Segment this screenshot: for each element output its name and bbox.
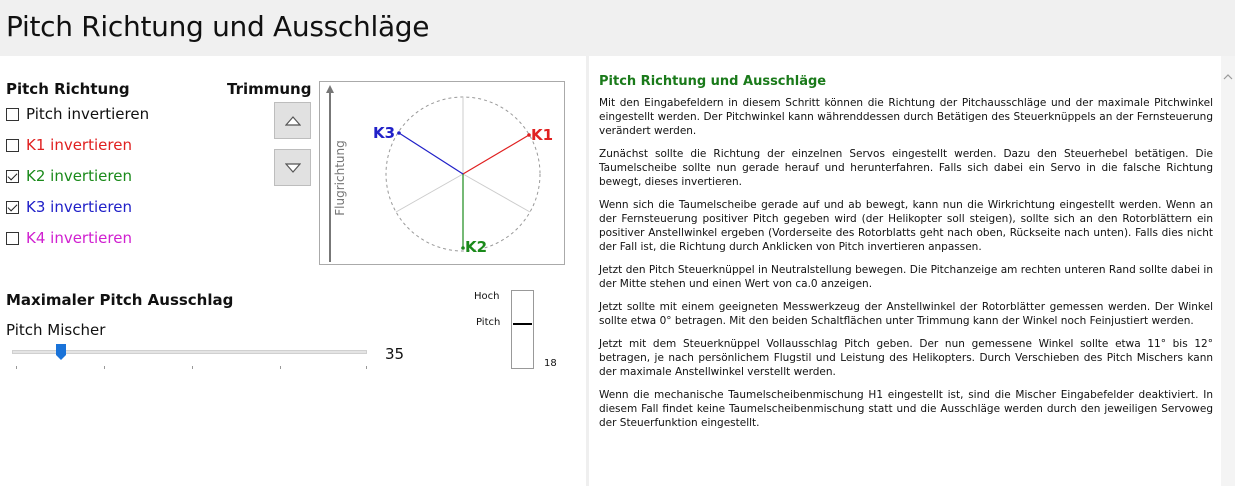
k3-line (399, 133, 463, 174)
slider-tick (280, 366, 281, 369)
swashplate-svg (320, 82, 564, 264)
help-panel (589, 56, 1221, 486)
slider-tick (16, 366, 17, 369)
help-paragraph: Zunächst sollte die Richtung der einzelnen Servos eingestellt werden. Dazu den Steuerhebel betätigen. Die Taumelscheibe sollte nun gerade herauf und herunterfahren. Falls sich dabei ein Servo in die falsche Richtung bewegt, dieses invertieren. (599, 148, 1213, 188)
checkbox-box[interactable] (6, 170, 19, 183)
help-paragraph: Jetzt mit dem Steuerknüppel Vollausschlag Pitch geben. Der nun gemessene Winkel sollte etwa 11° bis 12° betragen, je nach persönlichem Flugstil und Leistung des Helikopters. Durch Verschieben des Pitch Mischers kann der maximale Anstellwinkel verstellt werden. (599, 338, 1213, 378)
slider-tick (192, 366, 193, 369)
checkbox-box[interactable] (6, 139, 19, 152)
pitch-mixer-slider-thumb[interactable] (55, 343, 67, 361)
guide-line (463, 174, 530, 212)
pitch-direction-title: Pitch Richtung (6, 80, 130, 98)
gauge-value: 18 (544, 358, 557, 369)
k2-label: K2 (465, 238, 488, 256)
checkbox-k4-invert[interactable] (6, 229, 132, 247)
settings-panel (0, 56, 586, 486)
k1-line (463, 135, 529, 174)
triangle-up-icon (285, 116, 301, 126)
pitch-mixer-value: 35 (385, 345, 405, 363)
checkbox-label: K1 invertieren (26, 136, 132, 154)
gauge-pitch-label: Pitch (476, 317, 501, 328)
arrow-head-icon (326, 85, 334, 93)
gauge-top-label: Hoch (474, 291, 500, 302)
swashplate-diagram (319, 81, 565, 265)
checkbox-k2-invert[interactable] (6, 167, 132, 185)
flight-direction-label: Flugrichtung (333, 140, 347, 216)
help-title: Pitch Richtung und Ausschläge (599, 74, 827, 89)
checkbox-pitch-invert[interactable] (6, 105, 149, 123)
page-title: Pitch Richtung und Ausschläge (6, 10, 430, 43)
checkbox-box[interactable] (6, 108, 19, 121)
help-scrollbar[interactable] (1221, 56, 1235, 486)
scroll-up-icon[interactable] (1221, 70, 1235, 84)
help-paragraph: Jetzt den Pitch Steuerknüppel in Neutralstellung bewegen. Die Pitchanzeige am rechten unteren Rand sollte dabei in der Mitte stehen und einen Wert von ca.0 anzeigen. (599, 264, 1213, 290)
trim-title: Trimmung (227, 80, 312, 98)
checkbox-label: K2 invertieren (26, 167, 132, 185)
pitch-mixer-label: Pitch Mischer (6, 321, 106, 339)
header (0, 0, 1235, 56)
guide-line (396, 174, 463, 212)
checkbox-label: K3 invertieren (26, 198, 132, 216)
checkbox-label: Pitch invertieren (26, 105, 150, 123)
checkbox-box[interactable] (6, 201, 19, 214)
checkbox-k3-invert[interactable] (6, 198, 132, 216)
checkbox-k1-invert[interactable] (6, 136, 132, 154)
pitch-gauge-indicator (513, 323, 532, 325)
trim-down-button[interactable] (274, 149, 311, 186)
k3-point (397, 131, 401, 135)
help-paragraph: Jetzt sollte mit einem geeigneten Messwerkzeug der Anstellwinkel der Rotorblätter gemessen werden. Der Winkel sollte etwa 0° betragen. Mit den beiden Schaltflächen unter Trimmung kann der Winkel noch Feinjustiert werden. (599, 301, 1213, 327)
max-pitch-title: Maximaler Pitch Ausschlag (6, 291, 234, 309)
trim-up-button[interactable] (274, 102, 311, 139)
help-text (599, 96, 1213, 439)
help-paragraph: Wenn die mechanische Taumelscheibenmischung H1 eingestellt ist, sind die Mischer Eingabefelder deaktiviert. In diesem Fall findet keine Taumelscheibenmischung statt und die Ausschläge werden durch den jeweiligen Servoweg der Steuerfunktion eingestellt. (599, 389, 1213, 429)
pitch-gauge (511, 290, 534, 369)
k3-label: K3 (373, 124, 396, 142)
triangle-down-icon (285, 163, 301, 173)
help-paragraph: Wenn sich die Taumelscheibe gerade auf und ab bewegt, kann nun die Wirkrichtung eingestellt werden. Wenn an der Fernsteuerung positiver Pitch gegeben wird (der Helikopter soll steigen), sollte sich an den Rotorblättern ein positiver Anstellwinkel ergeben (Vorderseite des Rotorblatts geht nach oben, Rückseite nach unten). Falls dies nicht der Fall ist, die Richtung durch Anklicken von Pitch invertieren anpassen. (599, 199, 1213, 253)
k1-label: K1 (531, 126, 554, 144)
help-paragraph: Mit den Eingabefeldern in diesem Schritt können die Richtung der Pitchausschläge und der maximale Pitchwinkel eingestellt werden. Der Pitchwinkel kann währenddessen durch Betätigen des Steuerknüppels an der Fernsteuerung verändert werden. (599, 97, 1213, 137)
slider-tick (104, 366, 105, 369)
checkbox-box[interactable] (6, 232, 19, 245)
checkbox-label: K4 invertieren (26, 229, 132, 247)
slider-tick (366, 366, 367, 369)
